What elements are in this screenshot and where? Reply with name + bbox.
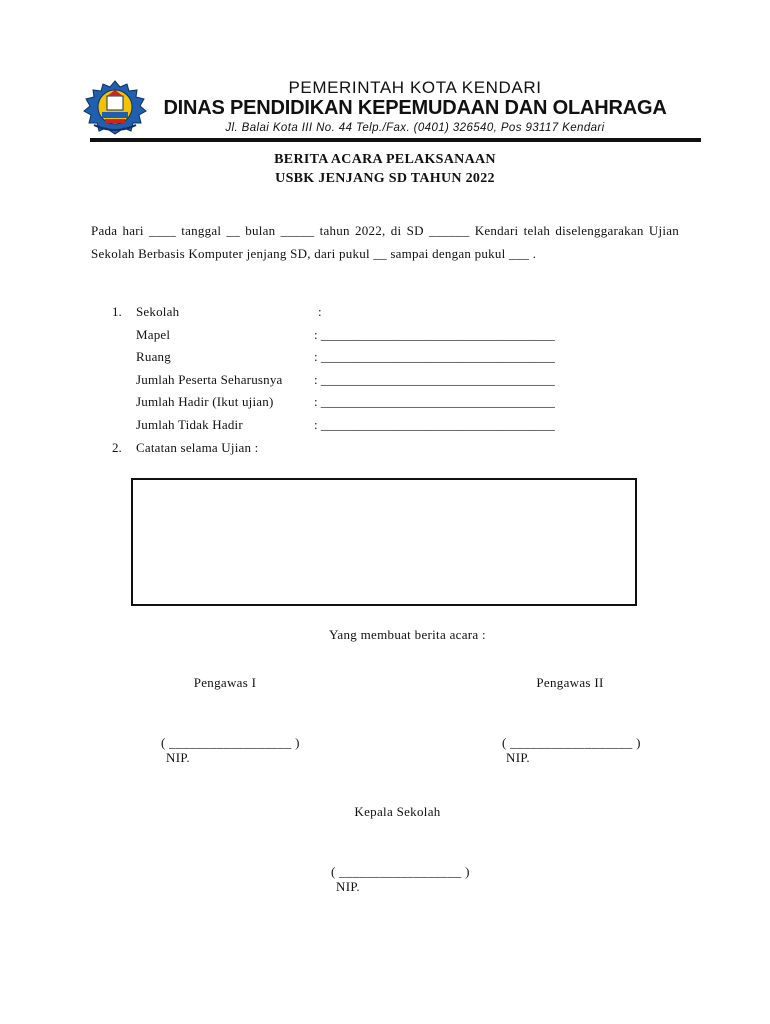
field-label-ruang: Ruang	[136, 349, 171, 364]
field-label-jumlah-hadir: Jumlah Hadir (Ikut ujian)	[136, 394, 274, 409]
pengawas-2-nip: NIP.	[506, 750, 530, 765]
notes-box[interactable]	[131, 478, 637, 606]
document-title: BERITA ACARA PELAKSANAAN	[274, 152, 496, 167]
pengawas-2-name-line: ( __________________ )	[502, 735, 641, 750]
notes-label: Catatan selama Ujian :	[136, 440, 259, 455]
field-value-ruang: : ____________________________________	[314, 349, 555, 364]
field-value-jumlah-hadir: : ____________________________________	[314, 394, 555, 409]
kepala-sekolah-name-line: ( __________________ )	[331, 864, 470, 879]
kepala-sekolah-nip: NIP.	[336, 879, 360, 894]
field-label-sekolah: Sekolah	[136, 304, 180, 319]
kendari-emblem-icon	[80, 79, 150, 135]
field-value-jumlah-peserta: : ____________________________________	[314, 372, 555, 387]
field-label-mapel: Mapel	[136, 327, 171, 342]
field-value-sekolah: :	[318, 304, 322, 319]
letterhead-department: DINAS PENDIDIKAN KEPEMUDAAN DAN OLAHRAGA	[163, 97, 667, 119]
field-label-tidak-hadir: Jumlah Tidak Hadir	[136, 417, 243, 432]
field-label-jumlah-peserta: Jumlah Peserta Seharusnya	[136, 372, 283, 387]
list-number-2: 2.	[112, 440, 122, 455]
intro-paragraph: Pada hari ____ tanggal __ bulan _____ tahun 2022, di SD ______ Kendari telah diselenggarakan Ujian Sekolah Berbasis Komputer jenjang SD, dari pukul __ sampai dengan pukul ___ .	[91, 223, 679, 261]
pengawas-1-name-line: ( __________________ )	[161, 735, 300, 750]
field-value-mapel: : ____________________________________	[314, 327, 555, 342]
pengawas-2-title: Pengawas II	[536, 675, 604, 690]
made-by-label: Yang membuat berita acara :	[329, 627, 486, 642]
letterhead-government: PEMERINTAH KOTA KENDARI	[288, 78, 542, 97]
letterhead-address: Jl. Balai Kota III No. 44 Telp./Fax. (0401) 326540, Pos 93117 Kendari	[225, 122, 605, 134]
pengawas-1-nip: NIP.	[166, 750, 190, 765]
field-value-tidak-hadir: : ____________________________________	[314, 417, 555, 432]
letterhead-divider	[90, 138, 701, 142]
document-subtitle: USBK JENJANG SD TAHUN 2022	[275, 171, 495, 186]
kepala-sekolah-title: Kepala Sekolah	[354, 804, 441, 819]
list-number-1: 1.	[112, 304, 122, 319]
pengawas-1-title: Pengawas I	[193, 675, 257, 690]
